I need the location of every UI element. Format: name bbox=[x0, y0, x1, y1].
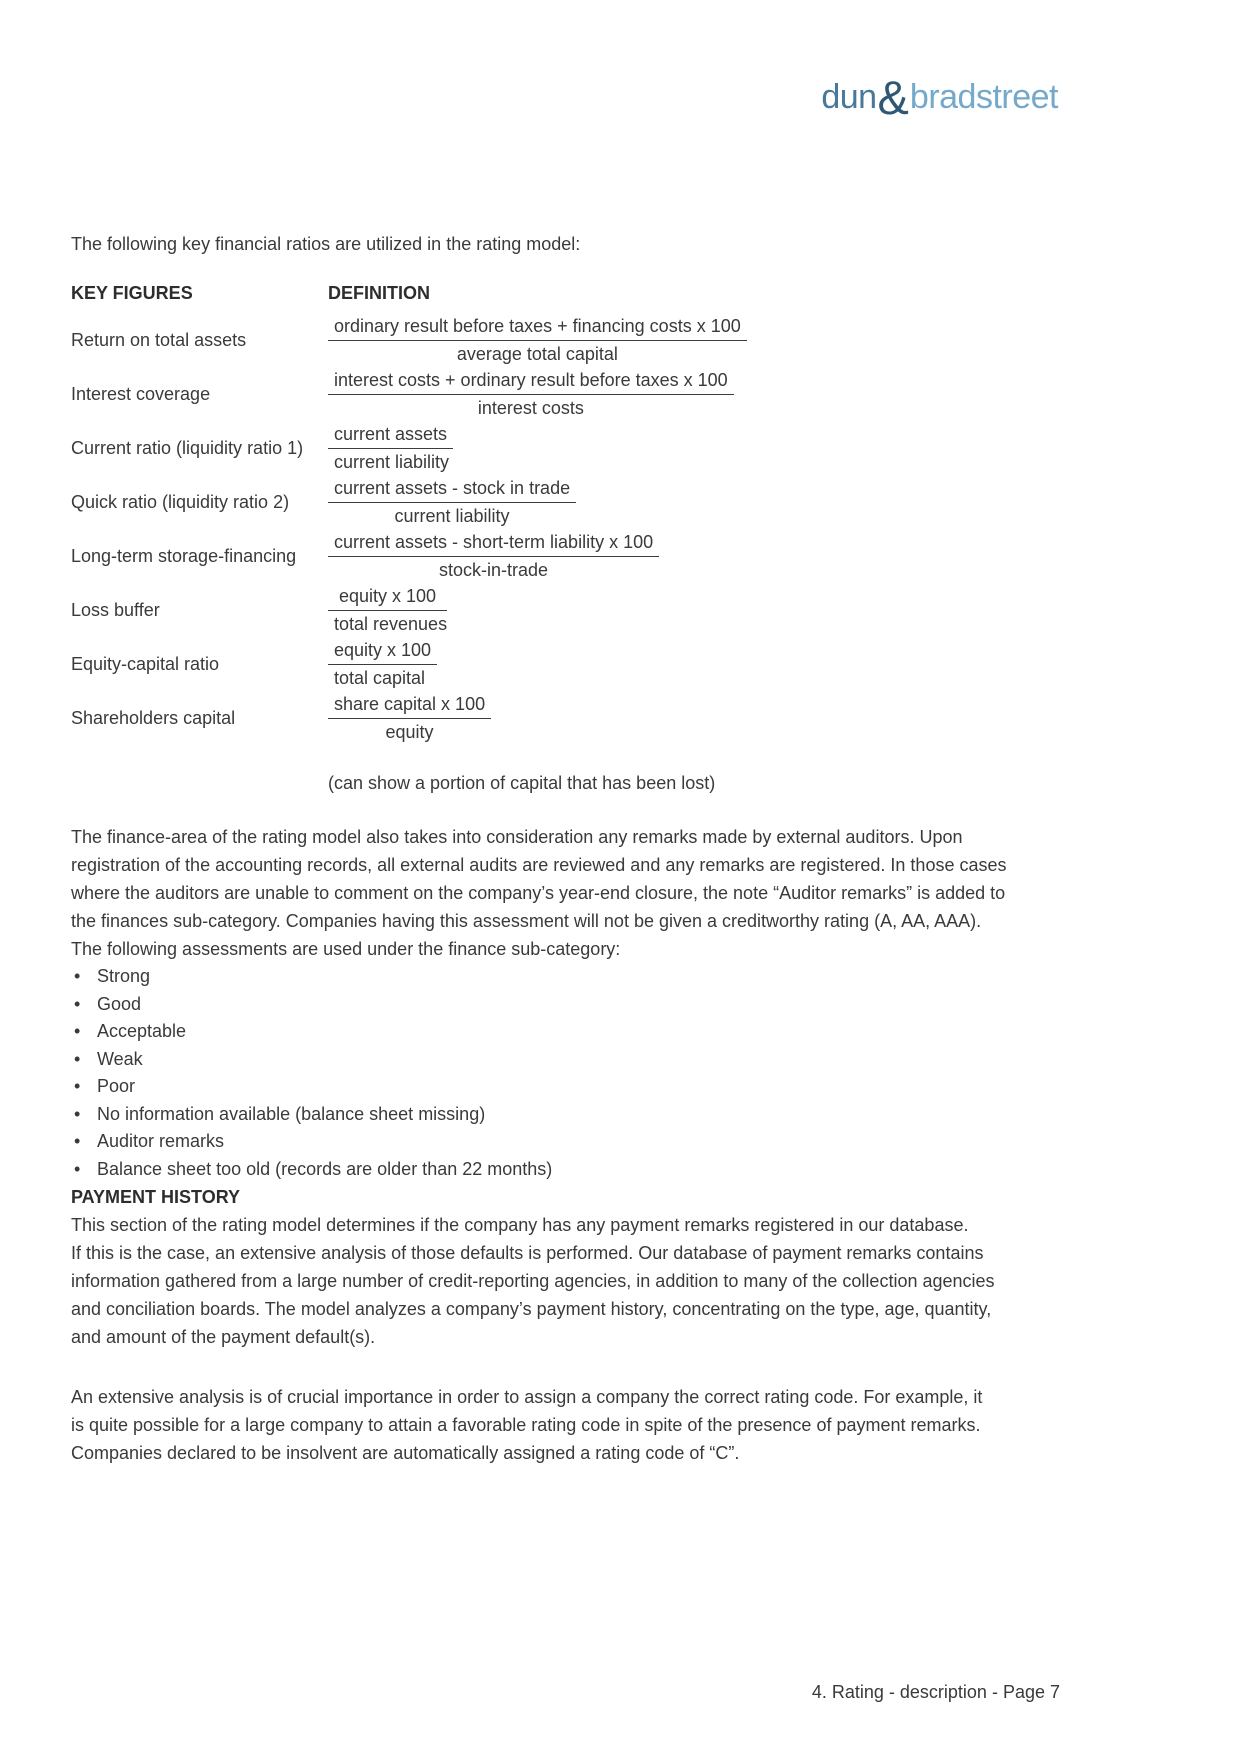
text-line: registration of the accounting records, all external audits are reviewed and any remarks are registered. In those cases bbox=[71, 855, 1007, 875]
assessment-item: • Balance sheet too old (records are older than 22 months) bbox=[71, 1156, 1076, 1184]
assessment-item: • Acceptable bbox=[71, 1018, 1076, 1046]
logo-text-bradstreet: bradstreet bbox=[909, 78, 1058, 116]
key-figure-row bbox=[71, 475, 1076, 529]
fraction-numerator: ordinary result before taxes + financing costs x 100 bbox=[328, 313, 747, 341]
fraction-denominator: current liability bbox=[394, 506, 510, 526]
key-figure-row bbox=[71, 691, 1076, 745]
fraction-denominator: stock-in-trade bbox=[439, 560, 549, 580]
key-figure-definition bbox=[328, 583, 1076, 637]
fraction-denominator: total revenues bbox=[334, 614, 448, 634]
assessment-item: • Good bbox=[71, 991, 1076, 1019]
key-figure-row bbox=[71, 529, 1076, 583]
fraction-numerator: share capital x 100 bbox=[328, 691, 491, 719]
key-figure-label: Current ratio (liquidity ratio 1) bbox=[71, 438, 304, 458]
fraction-denominator: interest costs bbox=[477, 398, 584, 418]
key-figure-row bbox=[71, 367, 1076, 421]
key-figures-header-row bbox=[71, 279, 1076, 307]
key-figure-definition bbox=[328, 637, 1076, 691]
logo-ampersand-icon: & bbox=[877, 71, 909, 124]
text-line: This section of the rating model determines if the company has any payment remarks registered in our database. bbox=[71, 1215, 969, 1235]
key-figure-definition bbox=[328, 475, 1076, 529]
key-figure-label: Shareholders capital bbox=[71, 708, 236, 728]
key-figure-definition bbox=[328, 691, 1076, 745]
finance-area-paragraph bbox=[71, 823, 1076, 935]
text-line: is quite possible for a large company to attain a favorable rating code in spite of the presence of payment remarks. bbox=[71, 1415, 981, 1435]
text-line: and amount of the payment default(s). bbox=[71, 1327, 376, 1347]
definition-column-header: DEFINITION bbox=[328, 283, 430, 303]
fraction-denominator: total capital bbox=[334, 668, 426, 688]
text-line: information gathered from a large number of credit-reporting agencies, in addition to many of the collection agencies bbox=[71, 1271, 995, 1291]
text-line: Companies declared to be insolvent are automatically assigned a rating code of “C”. bbox=[71, 1443, 740, 1463]
fraction bbox=[328, 637, 437, 691]
text-line: and conciliation boards. The model analyzes a company’s payment history, concentrating on the type, age, quantity, bbox=[71, 1299, 992, 1319]
fraction-denominator: average total capital bbox=[456, 344, 618, 364]
key-figure-definition bbox=[328, 367, 1076, 421]
text-line: If this is the case, an extensive analysis of those defaults is performed. Our database of payment remarks contains bbox=[71, 1243, 984, 1263]
assessment-item: • Weak bbox=[71, 1046, 1076, 1074]
fraction-numerator: interest costs + ordinary result before taxes x 100 bbox=[328, 367, 734, 395]
assessment-item: • Strong bbox=[71, 963, 1076, 991]
fraction bbox=[328, 691, 491, 745]
fraction-numerator: current assets bbox=[328, 421, 453, 449]
key-figure-label: Interest coverage bbox=[71, 384, 211, 404]
fraction-numerator: current assets - short-term liability x 100 bbox=[328, 529, 659, 557]
key-figures-table bbox=[71, 313, 1076, 745]
assessment-item: • Auditor remarks bbox=[71, 1128, 1076, 1156]
logo-text-dun: dun bbox=[821, 78, 877, 116]
fraction bbox=[328, 475, 576, 529]
key-figures-column-header: KEY FIGURES bbox=[71, 283, 193, 303]
assessments-intro: The following assessments are used under the finance sub-category: bbox=[71, 939, 621, 959]
document-body bbox=[71, 230, 1076, 1467]
fraction bbox=[328, 421, 453, 475]
key-figure-label: Long-term storage-financing bbox=[71, 546, 297, 566]
text-line: the finances sub-category. Companies having this assessment will not be given a creditworthy rating (A, AA, AAA). bbox=[71, 911, 982, 931]
intro-text: The following key financial ratios are utilized in the rating model: bbox=[71, 234, 581, 254]
fraction-numerator: equity x 100 bbox=[328, 637, 437, 665]
fraction-denominator: current liability bbox=[334, 452, 450, 472]
payment-history-title: PAYMENT HISTORY bbox=[71, 1187, 241, 1207]
dnb-logo bbox=[821, 71, 1058, 124]
key-figure-definition bbox=[328, 421, 1076, 475]
page-footer: 4. Rating - description - Page 7 bbox=[811, 1682, 1060, 1702]
text-line: An extensive analysis is of crucial importance in order to assign a company the correct rating code. For example, it bbox=[71, 1387, 983, 1407]
key-figure-definition bbox=[328, 313, 1076, 367]
key-figure-label: Equity-capital ratio bbox=[71, 654, 220, 674]
text-line: The finance-area of the rating model also takes into consideration any remarks made by external auditors. Upon bbox=[71, 827, 963, 847]
key-figure-label: Quick ratio (liquidity ratio 2) bbox=[71, 492, 290, 512]
fraction bbox=[328, 529, 659, 583]
text-line: where the auditors are unable to comment on the company’s year-end closure, the note “Auditor remarks” is added to bbox=[71, 883, 1006, 903]
key-figure-label: Loss buffer bbox=[71, 600, 160, 620]
assessment-item: • Poor bbox=[71, 1073, 1076, 1101]
key-figure-row bbox=[71, 421, 1076, 475]
assessment-item: • No information available (balance sheet missing) bbox=[71, 1101, 1076, 1129]
fraction bbox=[328, 367, 734, 421]
fraction-numerator: equity x 100 bbox=[328, 583, 447, 611]
assessments-list bbox=[71, 963, 1076, 1183]
payment-history-paragraph bbox=[71, 1211, 1076, 1351]
analysis-paragraph bbox=[71, 1383, 1076, 1467]
definition-note: (can show a portion of capital that has been lost) bbox=[328, 773, 716, 793]
key-figure-row bbox=[71, 637, 1076, 691]
key-figure-row bbox=[71, 583, 1076, 637]
fraction-numerator: current assets - stock in trade bbox=[328, 475, 576, 503]
key-figure-definition bbox=[328, 529, 1076, 583]
fraction-denominator: equity bbox=[385, 722, 434, 742]
fraction bbox=[328, 313, 747, 367]
fraction bbox=[328, 583, 447, 637]
key-figure-row bbox=[71, 313, 1076, 367]
key-figure-label: Return on total assets bbox=[71, 330, 247, 350]
